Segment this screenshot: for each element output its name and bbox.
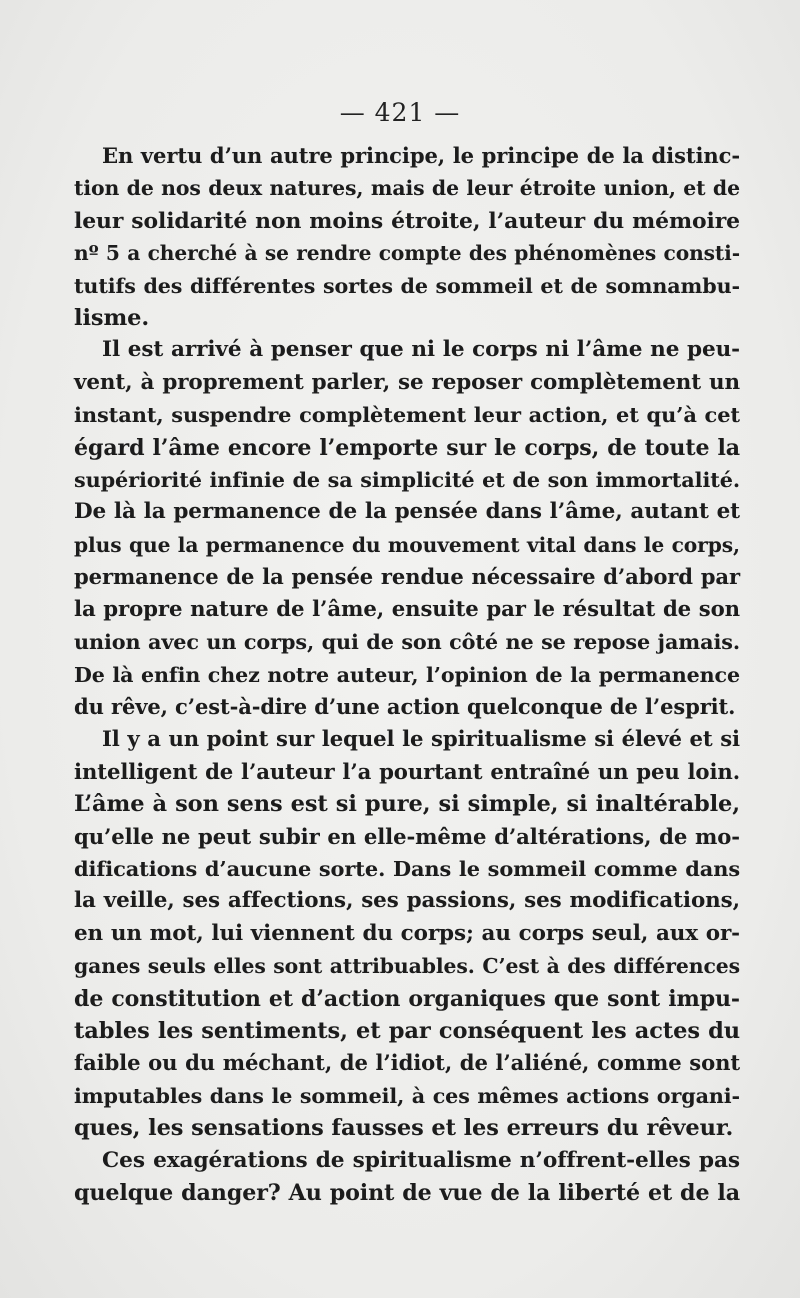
text-line: supériorité infinie de sa simplicité et de son immortalité. <box>74 467 740 493</box>
text-line: De là la permanence de la pensée dans l’âme, autant et <box>74 499 740 525</box>
text-line: nº 5 a cherché à se rendre compte des phénomènes consti- <box>74 241 740 266</box>
text-line: plus que la permanence du mouvement vital dans le corps, <box>74 532 740 557</box>
text-line: faible ou du méchant, de l’idiot, de l’aliéné, comme sont <box>74 1050 740 1076</box>
text-line: qu’elle ne peut subir en elle-même d’altérations, de mo- <box>74 823 740 849</box>
text-line: Ces exagérations de spiritualisme n’offrent-elles pas <box>102 1147 740 1173</box>
text-line: union avec un corps, qui de son côté ne se repose jamais. <box>74 630 740 655</box>
text-line: instant, suspendre complètement leur action, et qu’à cet <box>74 402 740 428</box>
text-line: lisme. <box>74 305 150 332</box>
text-line: de constitution et d’action organiques que sont impu- <box>74 985 740 1012</box>
text-line: intelligent de l’auteur l’a pourtant entraîné un peu loin. <box>74 758 740 784</box>
text-line: En vertu d’un autre principe, le principe de la distinc- <box>102 143 740 168</box>
text-line: Il y a un point sur lequel le spiritualisme si élevé et si <box>102 726 740 752</box>
text-line: la propre nature de l’âme, ensuite par le résultat de son <box>74 596 740 622</box>
page-number: — 421 — <box>339 98 461 127</box>
text-line: du rêve, c’est-à-dire d’une action quelconque de l’esprit. <box>74 693 736 719</box>
body-text <box>74 140 740 1209</box>
text-line: la veille, ses affections, ses passions, ses modifications, <box>74 888 740 914</box>
text-line: difications d’aucune sorte. Dans le sommeil comme dans <box>74 855 740 881</box>
text-line: De là enfin chez notre auteur, l’opinion de la permanence <box>74 662 740 687</box>
text-line: tutifs des différentes sortes de sommeil et de somnambu- <box>74 273 740 298</box>
text-line: tables les sentiments, et par conséquent les actes du <box>74 1017 740 1044</box>
text-line: en un mot, lui viennent du corps; au corps seul, aux or- <box>74 920 740 946</box>
text-line: vent, à proprement parler, se reposer complètement un <box>74 369 740 395</box>
text-line: permanence de la pensée rendue nécessaire d’abord par <box>74 564 740 590</box>
text-line: imputables dans le sommeil, à ces mêmes actions organi- <box>74 1083 740 1108</box>
text-line: Il est arrivé à penser que ni le corps ni l’âme ne peu- <box>102 337 740 363</box>
text-line: ganes seuls elles sont attribuables. C’est à des différences <box>74 954 740 979</box>
text-line: L’âme à son sens est si pure, si simple, si inaltérable, <box>74 791 740 818</box>
text-line: leur solidarité non moins étroite, l’auteur du mémoire <box>74 207 740 234</box>
text-line: tion de nos deux natures, mais de leur étroite union, et de <box>74 176 740 201</box>
text-line: quelque danger? Au point de vue de la liberté et de la <box>74 1180 740 1206</box>
text-line: égard l’âme encore l’emporte sur le corps, de toute la <box>74 434 740 461</box>
text-line: ques, les sensations fausses et les erreurs du rêveur. <box>74 1115 734 1142</box>
